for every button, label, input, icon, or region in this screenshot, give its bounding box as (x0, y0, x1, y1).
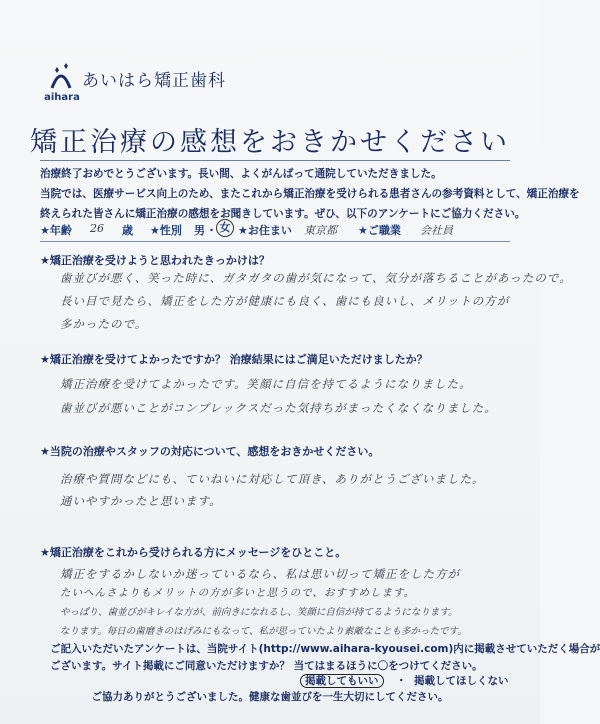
occupation-label: ★ご職業 (358, 224, 401, 237)
intro-text (40, 164, 580, 224)
residence-value[interactable]: 東京都 (304, 224, 337, 237)
question-2-label: ★矯正治療を受けてよかったですか？ 治療結果にはご満足いただけましたか？ (40, 353, 428, 366)
answer-1-line[interactable]: 歯並びが悪く、笑った時に、ガタガタの歯が気になって、気分が落ちることがあったので。 (60, 271, 572, 285)
answer-4-line[interactable]: たいへんさよりもメリットの方が多いと思うので、おすすめします。 (60, 587, 416, 599)
logo-star-icon (46, 62, 76, 90)
consent-notice-line: ございます。サイト掲載にご同意いただけますか？ 当てはまるほうに〇をつけてください。 (50, 660, 483, 672)
consent-notice (50, 641, 600, 675)
consent-separator: ・ (396, 675, 407, 687)
closing-message: ご協力ありがとうございました。健康な歯並びを一生大切にしてください。 (91, 691, 449, 703)
clinic-name: あいはら矯正歯科 (82, 71, 226, 91)
answer-3-line[interactable]: 治療や質問などにも、ていねいに対応して頂き、ありがとうございました。 (60, 472, 485, 486)
answer-4-line[interactable]: やっぱり、歯並びがキレイな方が、前向きになれるし、笑顔に自信が持てるようになります。 (60, 607, 458, 618)
answer-4-line[interactable]: なります。毎日の歯磨きのはげみにもなって、私が思っていたより素敵なことも多かったです。 (60, 626, 467, 637)
answer-2-line[interactable]: 歯並びが悪いことがコンプレックスだった気持ちがまったくなくなりました。 (60, 401, 497, 415)
question-4-label: ★矯正治療をこれから受けられる方にメッセージをひとこと。 (40, 546, 347, 559)
occupation-value[interactable]: 会社員 (420, 224, 453, 237)
answer-3-line[interactable]: 通いやすかったと思います。 (60, 494, 222, 508)
residence-label: ★お住まい (238, 224, 292, 237)
page-title: 矯正治療の感想をおきかせください (30, 127, 510, 158)
consent-yes-option[interactable]: 掲載してもいい (300, 673, 384, 688)
gender-male-option[interactable]: 男 (194, 224, 205, 237)
gender-female-option[interactable]: 女 (216, 219, 234, 237)
age-label: ★年齢 (40, 224, 72, 237)
age-value[interactable]: 26 (90, 222, 104, 235)
answer-4-line[interactable]: 矯正をするかしないか迷っているなら、私は思い切って矯正をした方が (60, 567, 460, 581)
question-3-label: ★当院の治療やスタッフの対応について、感想をおきかせください。 (40, 445, 380, 458)
age-unit: 歳 (122, 224, 133, 237)
question-1-label: ★矯正治療を受けようと思われたきっかけは？ (40, 254, 270, 267)
consent-no-option[interactable]: 掲載してほしくない (414, 675, 509, 687)
profile-row (40, 218, 510, 240)
consent-notice-line: ご記入いただいたアンケートは、当院サイト(http://www.aihara-kyousei.com)内に掲載させていただく場合が (50, 643, 600, 655)
clinic-logo (42, 62, 82, 106)
answer-2-line[interactable]: 矯正治療を受けてよかったです。笑顔に自信を持てるようになりました。 (60, 377, 472, 391)
logo-text: aihara (44, 92, 80, 103)
intro-line: 当院では、医療サービス向上のため、またこれから矯正治療を受けられる患者さんの参考資料として、矯正治療を (40, 188, 580, 200)
intro-line: 終えられた皆さんに矯正治療の感想をお聞きしています。ぜひ、以下のアンケートにご協力ください。 (40, 208, 526, 220)
intro-line: 治療終了おめでとうございます。長い間、よくがんばって通院していただきました。 (40, 168, 442, 180)
title-divider (40, 160, 510, 161)
gender-separator: ・ (206, 224, 217, 237)
answer-1-line[interactable]: 多かったので。 (60, 317, 148, 331)
answer-1-line[interactable]: 長い目で見たら、矯正をした方が健康にも良く、歯にも良いし、メリットの方が (60, 294, 510, 308)
profile-divider (40, 241, 510, 242)
gender-label: ★性別 (150, 224, 182, 237)
